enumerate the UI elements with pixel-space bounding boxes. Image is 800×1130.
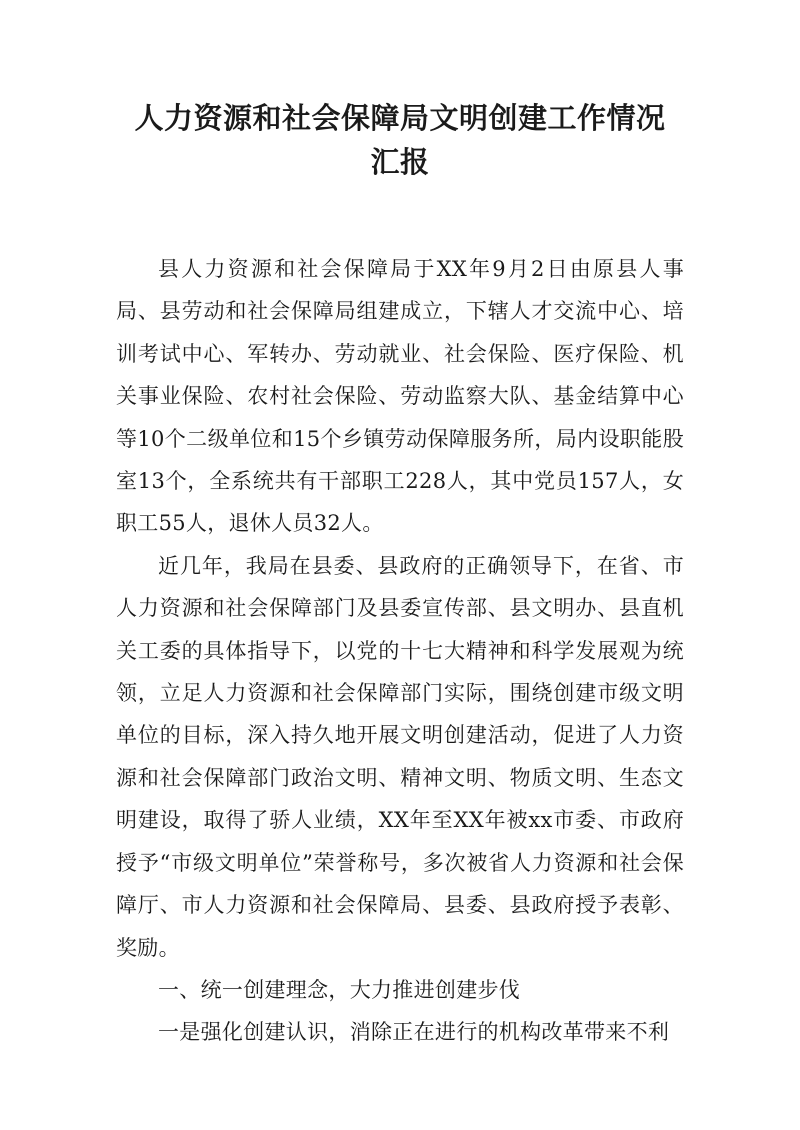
title-line-2: 汇报 <box>370 145 430 179</box>
document-title <box>116 96 684 184</box>
paragraph-intro: 县人力资源和社会保障局于XX年9月2日由原县人事局、县劳动和社会保障局组建成立，下辖人才交流中心、培训考试中心、军转办、劳动就业、社会保险、医疗保险、机关事业保险、农村社会保险、劳动监察大队、基金结算中心等10个二级单位和15个乡镇劳动保障服务所，局内设职能股室13个，全系统共有干部职工228人，其中党员157人，女职工55人，退休人员32人。 <box>116 257 684 536</box>
document-body <box>116 248 684 1054</box>
paragraph-section-1: 一是强化创建认识，消除正在进行的机构改革带来不利 <box>158 1020 670 1045</box>
title-line-1: 人力资源和社会保障局文明创建工作情况 <box>134 101 666 135</box>
section-heading: 一、统一创建理念，大力推进创建步伐 <box>158 977 521 1002</box>
paragraph-achievements: 近几年，我局在县委、县政府的正确领导下，在省、市人力资源和社会保障部门及县委宣传部、县文明办、县直机关工委的具体指导下，以党的十七大精神和科学发展观为统领，立足人力资源和社会保障部门实际，围绕创建市级文明单位的目标，深入持久地开展文明创建活动，促进了人力资源和社会保障部门政治文明、精神文明、物质文明、生态文明建设，取得了骄人业绩，XX年至XX年被xx市委、市政府授予“市级文明单位”荣誉称号，多次被省人力资源和社会保障厅、市人力资源和社会保障局、县委、县政府授予表彰、奖励。 <box>116 553 684 960</box>
